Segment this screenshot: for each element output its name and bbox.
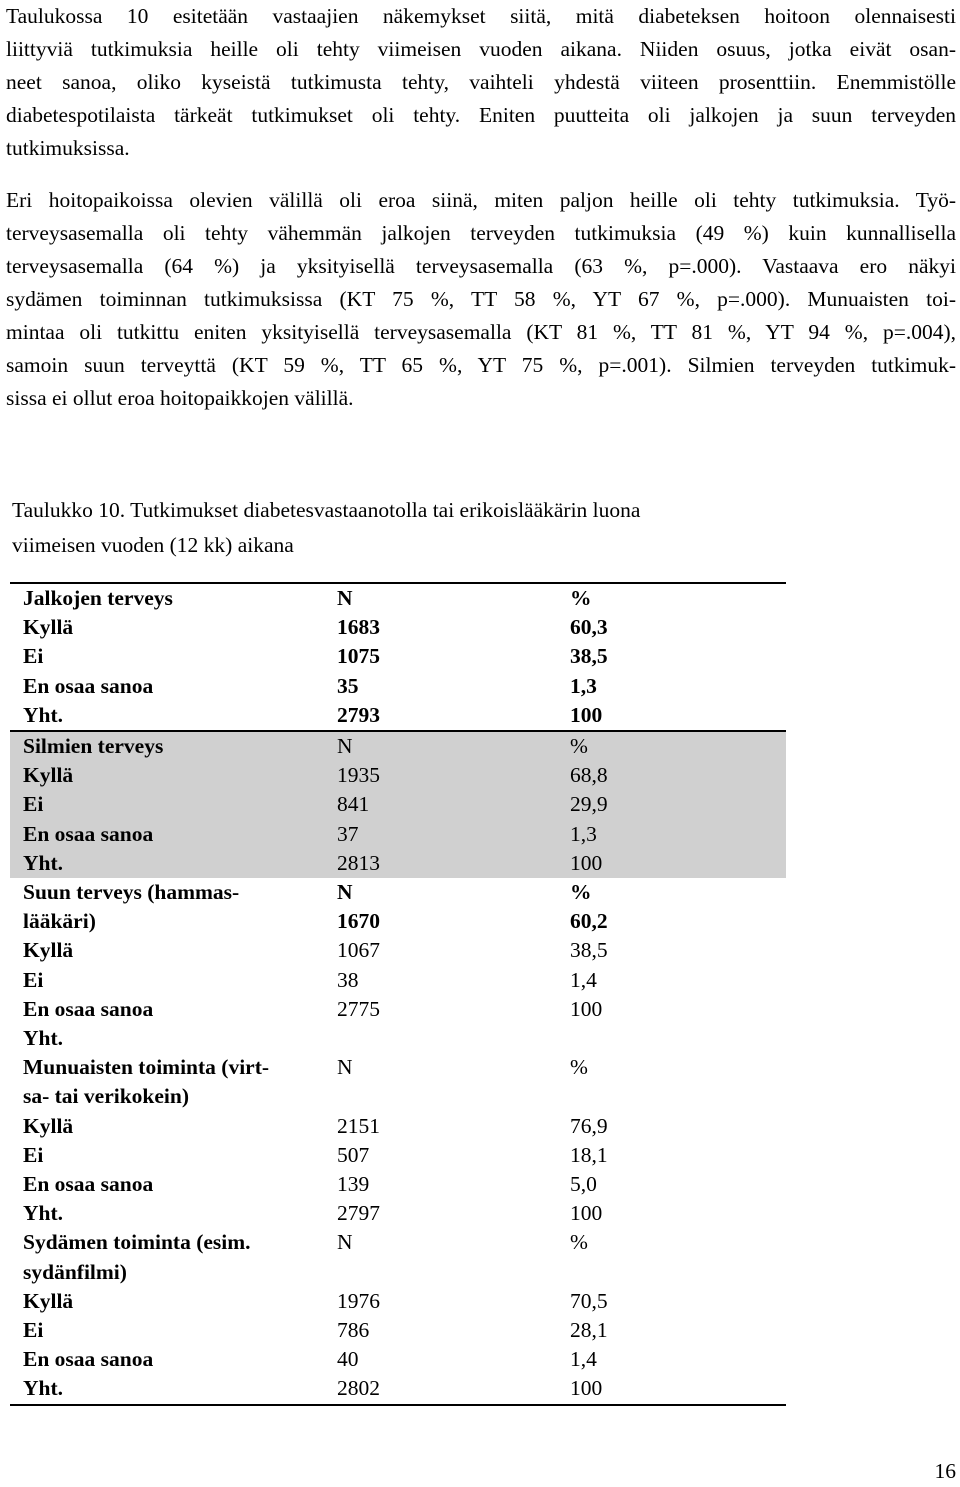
table-row — [10, 1112, 786, 1141]
row-label-cell: En osaa sanoa — [10, 820, 334, 849]
percent-cell: 100 — [570, 1201, 603, 1226]
count-cell: 507 — [337, 1142, 370, 1167]
text-line: mintaa oli tutkittu eniten yksityisellä terveysasemalla (KT 81 %, TT 81 %, YT 94 %, p=.004), — [6, 320, 956, 344]
table-row — [10, 583, 786, 613]
table-row — [10, 701, 786, 731]
percent-cell: % — [570, 880, 592, 905]
row-label-cell: En osaa sanoa — [23, 996, 154, 1021]
row-label-cell: Ei — [23, 967, 44, 992]
percent-cell: 1,4 — [570, 967, 597, 992]
row-label-cell: Kyllä — [23, 1288, 74, 1313]
percent-cell: 1,4 — [570, 1347, 597, 1372]
count-cell: 37 — [334, 820, 570, 849]
table-row — [10, 731, 786, 761]
count-cell: 786 — [337, 1318, 370, 1343]
percent-cell: 18,1 — [570, 1142, 608, 1167]
percent-cell: 60,2 — [570, 909, 608, 934]
row-label-cell: Munuaisten toiminta (virt- — [23, 1055, 270, 1080]
count-cell — [334, 1082, 570, 1111]
table-row — [10, 1316, 786, 1345]
row-label-cell: Silmien terveys — [10, 731, 334, 761]
percent-cell: 38,5 — [570, 644, 608, 669]
table-row — [10, 849, 786, 878]
percent-cell: 60,3 — [570, 615, 608, 640]
count-cell: 38 — [337, 967, 359, 992]
table-row — [10, 907, 786, 936]
table-row — [10, 790, 786, 819]
count-cell: 1670 — [337, 909, 380, 934]
table-row — [10, 1024, 786, 1053]
row-label-cell: sydänfilmi) — [23, 1259, 127, 1284]
table-row — [10, 1082, 786, 1111]
count-cell: 1075 — [337, 644, 380, 669]
table-row — [10, 761, 786, 790]
text-line: terveysasemalla oli tehty vähemmän jalkojen terveyden tutkimuksia (49 %) kuin kunnallisella — [6, 221, 956, 245]
count-cell: 2151 — [337, 1113, 380, 1138]
count-cell: 2775 — [337, 996, 380, 1021]
percent-cell: 100 — [570, 1376, 603, 1401]
text-line: Taulukossa 10 esitetään vastaajien näkemykset siitä, mitä diabeteksen hoitoon olennaisesti — [6, 4, 956, 28]
row-label-cell: Yht. — [23, 702, 64, 727]
row-label-cell: En osaa sanoa — [23, 1172, 154, 1197]
row-label-cell: Ei — [10, 790, 334, 819]
table-caption — [12, 493, 812, 563]
text-line: diabetespotilaista tärkeät tutkimukset oli tehty. Eniten puutteita oli jalkojen ja suun terveyden — [6, 103, 956, 127]
count-cell: 1935 — [334, 761, 570, 790]
row-label-cell: Ei — [23, 1142, 44, 1167]
table-row — [10, 1141, 786, 1170]
row-label-cell: Yht. — [23, 1026, 64, 1051]
percent-cell — [570, 1082, 786, 1111]
table-row — [10, 1374, 786, 1404]
table-row — [10, 642, 786, 671]
text-line: neet sanoa, oliko kyseistä tutkimusta tehty, vaihteli yhdestä viiteen prosenttiin. Enemmistölle — [6, 70, 956, 94]
row-label-cell: Kyllä — [23, 1113, 74, 1138]
percent-cell: % — [570, 1055, 588, 1080]
row-label-cell: Kyllä — [23, 615, 74, 640]
count-cell: 40 — [337, 1347, 359, 1372]
row-label-cell: Yht. — [23, 1201, 64, 1226]
count-cell: N — [337, 586, 353, 610]
text-line: sissa ei ollut eroa hoitopaikkojen välillä. — [6, 386, 354, 410]
percent-cell: % — [570, 1230, 588, 1255]
percent-cell: 70,5 — [570, 1288, 608, 1313]
percent-cell: 38,5 — [570, 938, 608, 963]
percent-cell: 1,3 — [570, 673, 597, 698]
table-row — [10, 1199, 786, 1228]
text-line: sydämen toiminnan tutkimuksissa (KT 75 %, TT 58 %, YT 67 %, p=.000). Munuaisten toi- — [6, 287, 956, 311]
table-row — [10, 1170, 786, 1199]
caption-line-1: Taulukko 10. Tutkimukset diabetesvastaanotolla tai erikoislääkärin luona — [12, 498, 641, 522]
intro-paragraph — [6, 0, 956, 165]
table-row — [10, 1287, 786, 1316]
text-line: tutkimuksissa. — [6, 136, 130, 160]
row-label-cell: Jalkojen terveys — [23, 586, 173, 610]
count-cell — [334, 1024, 570, 1053]
table-row — [10, 1345, 786, 1374]
percent-cell: % — [570, 731, 786, 761]
count-cell: N — [337, 880, 353, 905]
row-label-cell: Sydämen toiminta (esim. — [23, 1230, 251, 1255]
text-line: terveysasemalla (64 %) ja yksityisellä terveysasemalla (63 %, p=.000). Vastaava ero näkyi — [6, 254, 956, 278]
table-row — [10, 613, 786, 642]
table-row — [10, 995, 786, 1024]
page-number: 16 — [934, 1459, 956, 1483]
table-row — [10, 1258, 786, 1287]
count-cell: 2802 — [337, 1376, 380, 1401]
caption-line-2: viimeisen vuoden (12 kk) aikana — [12, 533, 294, 557]
row-label-cell: sa- tai verikokein) — [23, 1084, 190, 1109]
table-row — [10, 1053, 786, 1082]
row-label-cell: En osaa sanoa — [23, 673, 154, 698]
percent-cell: 100 — [570, 702, 603, 727]
percent-cell: 1,3 — [570, 820, 786, 849]
count-cell: 2797 — [337, 1201, 380, 1226]
row-label-cell: Ei — [23, 644, 44, 669]
comparison-paragraph — [6, 184, 956, 415]
examinations-table — [10, 582, 786, 1406]
count-cell: 1683 — [337, 615, 380, 640]
text-line: liittyviä tutkimuksia heille oli tehty viimeisen vuoden aikana. Niiden osuus, jotka eivät osan- — [6, 37, 956, 61]
text-line: samoin suun terveyttä (KT 59 %, TT 65 %, YT 75 %, p=.001). Silmien terveyden tutkimuk- — [6, 353, 956, 377]
row-label-cell: Yht. — [10, 849, 334, 878]
table-row — [10, 966, 786, 995]
count-cell — [334, 1258, 570, 1287]
percent-cell: 100 — [570, 849, 786, 878]
percent-cell: % — [570, 586, 592, 610]
count-cell: 35 — [337, 673, 359, 698]
row-label-cell: Kyllä — [23, 938, 74, 963]
count-cell: 2793 — [337, 702, 380, 727]
row-label-cell: Kyllä — [10, 761, 334, 790]
count-cell: N — [337, 1055, 353, 1080]
count-cell: 139 — [337, 1172, 370, 1197]
row-label-cell: Ei — [23, 1318, 44, 1343]
row-label-cell: Suun terveys (hammas- — [23, 880, 240, 905]
table-row — [10, 1228, 786, 1257]
percent-cell: 28,1 — [570, 1318, 608, 1343]
row-label-cell: lääkäri) — [23, 909, 96, 934]
count-cell: 1067 — [337, 938, 380, 963]
percent-cell: 29,9 — [570, 790, 786, 819]
row-label-cell: En osaa sanoa — [23, 1347, 154, 1372]
percent-cell: 76,9 — [570, 1113, 608, 1138]
table-row — [10, 820, 786, 849]
percent-cell: 100 — [570, 996, 603, 1021]
count-cell: N — [337, 1230, 353, 1255]
percent-cell — [570, 1024, 786, 1053]
count-cell: 1976 — [337, 1288, 380, 1313]
count-cell: N — [334, 731, 570, 761]
count-cell: 841 — [334, 790, 570, 819]
percent-cell: 5,0 — [570, 1172, 597, 1197]
percent-cell — [570, 1258, 786, 1287]
row-label-cell: Yht. — [23, 1376, 64, 1401]
text-line: Eri hoitopaikoissa olevien välillä oli eroa siinä, miten paljon heille oli tehty tutkimuksia. Työ- — [6, 188, 956, 212]
count-cell: 2813 — [334, 849, 570, 878]
table-row — [10, 672, 786, 701]
table-row — [10, 878, 786, 907]
percent-cell: 68,8 — [570, 761, 786, 790]
table-row — [10, 936, 786, 965]
